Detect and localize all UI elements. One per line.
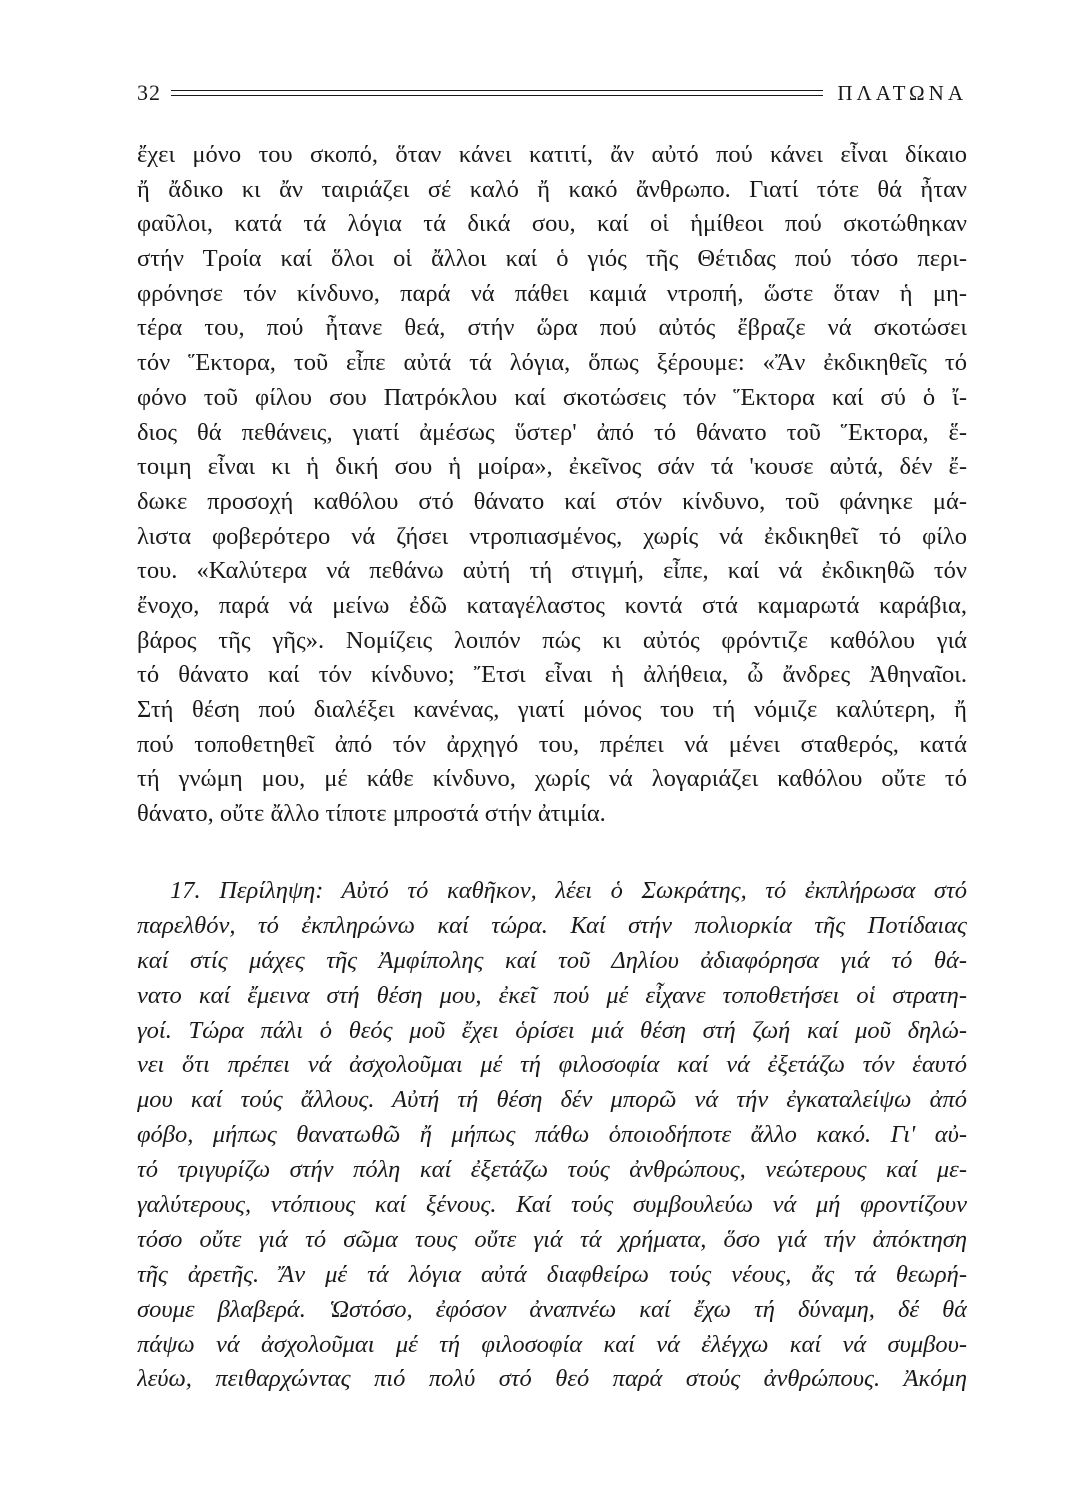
text-line: τόσο οὔτε γιά τό σῶμα τους οὔτε γιά τά χρήματα, ὅσο γιά τήν ἀπόκτηση (137, 1225, 967, 1253)
text-line: τοιμη εἶναι κι ἡ δική σου ἡ μοίρα», ἐκεῖνος σάν τά 'κουσε αὐτά, δέν ἔ- (137, 453, 967, 481)
text-line: φόνο τοῦ φίλου σου Πατρόκλου καί σκοτώσεις τόν Ἕκτορα καί σύ ὁ ἴ- (137, 383, 967, 411)
text-line: φαῦλοι, κατά τά λόγια τά δικά σου, καί οἱ ἡμίθεοι πού σκοτώθηκαν (137, 210, 967, 238)
text-line: λεύω, πειθαρχώντας πιό πολύ στό θεό παρά στούς ἀνθρώπους. Ἀκόμη (137, 1365, 967, 1393)
text-line: φρόνησε τόν κίνδυνο, παρά νά πάθει καμιά ντροπή, ὥστε ὅταν ἡ μη- (137, 279, 967, 307)
running-title: ΠΛΑΤΩΝΑ (837, 81, 967, 105)
text-line: φόβο, μήπως θανατωθῶ ἤ μήπως πάθω ὁποιοδήποτε ἄλλο κακό. Γι' αὐ- (137, 1121, 967, 1149)
page-number: 32 (137, 80, 161, 105)
text-line: καί στίς μάχες τῆς Ἀμφίπολης καί τοῦ Δηλίου ἀδιαφόρησα γιά τό θά- (137, 946, 967, 974)
text-line: ἔχει μόνο του σκοπό, ὅταν κάνει κατιτί, ἄν αὐτό πού κάνει εἶναι δίκαιο (137, 141, 967, 168)
paragraph-1 (137, 138, 967, 832)
text-line: μου καί τούς ἄλλους. Αὐτή τή θέση δέν μπορῶ νά τήν ἐγκαταλείψω ἀπό (137, 1086, 967, 1114)
text-line: 17. Περίληψη: Αὐτό τό καθῆκον, λέει ὁ Σωκράτης, τό ἐκπλήρωσα στό (170, 877, 967, 904)
text-line: τέρα του, πού ἦτανε θεά, στήν ὥρα πού αὐτός ἔβραζε νά σκοτώσει (137, 314, 967, 342)
text-line: τή γνώμη μου, μέ κάθε κίνδυνο, χωρίς νά λογαριάζει καθόλου οὔτε τό (137, 765, 967, 793)
text-line: διος θά πεθάνεις, γιατί ἀμέσως ὕστερ' ἀπό τό θάνατο τοῦ Ἕκτορα, ἕ- (137, 418, 967, 446)
text-line: δωκε προσοχή καθόλου στό θάνατο καί στόν κίνδυνο, τοῦ φάνηκε μά- (137, 487, 967, 515)
text-line: τῆς ἀρετῆς. Ἄν μέ τά λόγια αὐτά διαφθείρω τούς νέους, ἄς τά θεωρή- (137, 1260, 967, 1288)
paragraph-2-summary (137, 874, 967, 1397)
text-line: θάνατο, οὔτε ἄλλο τίποτε μπροστά στήν ἀτιμία. (137, 800, 606, 828)
text-line: γαλύτερους, ντόπιους καί ξένους. Καί τούς συμβουλεύω νά μή φροντίζουν (137, 1191, 967, 1219)
text-line: νει ὅτι πρέπει νά ἀσχολοῦμαι μέ τή φιλοσοφία καί νά ἐξετάζω τόν ἑαυτό (137, 1051, 967, 1079)
page-header (137, 78, 967, 108)
text-line: πού τοποθετηθεῖ ἀπό τόν ἀρχηγό του, πρέπει νά μένει σταθερός, κατά (137, 730, 967, 758)
text-line: ἤ ἄδικο κι ἄν ταιριάζει σέ καλό ἤ κακό ἄνθρωπο. Γιατί τότε θά ἦταν (137, 175, 967, 203)
text-line: τό τριγυρίζω στήν πόλη καί ἐξετάζω τούς ἀνθρώπους, νεώτερους καί με- (137, 1156, 967, 1184)
text-line: παρελθόν, τό ἐκπληρώνω καί τώρα. Καί στήν πολιορκία τῆς Ποτίδαιας (137, 911, 967, 939)
text-line: Στή θέση πού διαλέξει κανένας, γιατί μόνος του τή νόμιζε καλύτερη, ἤ (137, 696, 967, 723)
text-line: του. «Καλύτερα νά πεθάνω αὐτή τή στιγμή, εἶπε, καί νά ἐκδικηθῶ τόν (137, 557, 967, 585)
text-line: πάψω νά ἀσχολοῦμαι μέ τή φιλοσοφία καί νά ἐλέγχω καί νά συμβου- (137, 1330, 967, 1358)
text-line: γοί. Τώρα πάλι ὁ θεός μοῦ ἔχει ὁρίσει μιά θέση στή ζωή καί μοῦ δηλώ- (137, 1016, 967, 1044)
header-double-rule (171, 90, 823, 96)
text-line: βάρος τῆς γῆς». Νομίζεις λοιπόν πώς κι αὐτός φρόντιζε καθόλου γιά (137, 626, 967, 654)
text-line: τόν Ἕκτορα, τοῦ εἶπε αὐτά τά λόγια, ὅπως ξέρουμε: «Ἄν ἐκδικηθεῖς τό (137, 349, 967, 377)
text-line: ἔνοχο, παρά νά μείνω ἐδῶ καταγέλαστος κοντά στά καμαρωτά καράβια, (137, 591, 967, 619)
text-line: νατο καί ἔμεινα στή θέση μου, ἐκεῖ πού μέ εἶχανε τοποθετήσει οἱ στρατη- (137, 981, 967, 1009)
text-line: σουμε βλαβερά. Ὡστόσο, ἐφόσον ἀναπνέω καί ἔχω τή δύναμη, δέ θά (137, 1295, 967, 1323)
text-line: στήν Τροία καί ὅλοι οἱ ἄλλοι καί ὁ γιός τῆς Θέτιδας πού τόσο περι- (137, 245, 967, 273)
text-line: λιστα φοβερότερο νά ζήσει ντροπιασμένος, χωρίς νά ἐκδικηθεῖ τό φίλο (137, 522, 967, 550)
text-line: τό θάνατο καί τόν κίνδυνο; Ἔτσι εἶναι ἡ ἀλήθεια, ὦ ἄνδρες Ἀθηναῖοι. (137, 661, 967, 689)
